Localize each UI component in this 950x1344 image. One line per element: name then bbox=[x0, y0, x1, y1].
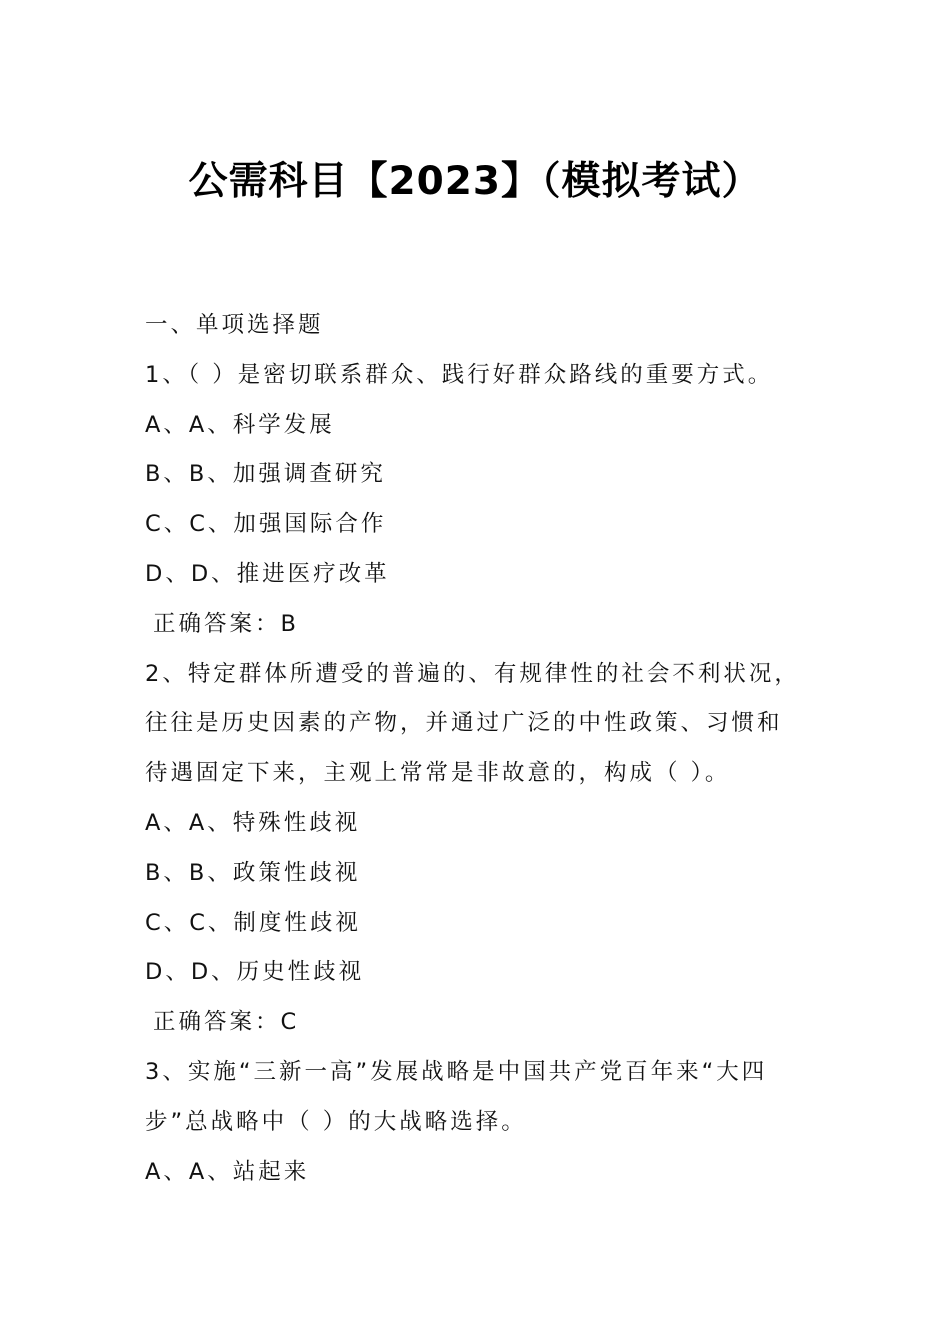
option-a: A、A、特殊性歧视 bbox=[145, 809, 361, 836]
question-stem-line: 步”总战略中（ ）的大战略选择。 bbox=[145, 1108, 527, 1135]
question-stem-line: 3、实施“三新一高”发展战略是中国共产党百年来“大四 bbox=[145, 1058, 768, 1085]
section-heading: 一、单项选择题 bbox=[145, 312, 324, 338]
option-c: C、C、制度性歧视 bbox=[145, 909, 361, 936]
question-stem-line: 待遇固定下来，主观上常常是非故意的，构成（ ）。 bbox=[145, 760, 731, 787]
question-3 bbox=[145, 1048, 815, 1197]
option-b: B、B、加强调查研究 bbox=[145, 461, 386, 488]
document-title: 公需科目【2023】（模拟考试） bbox=[188, 159, 762, 204]
option-d: D、D、历史性歧视 bbox=[145, 959, 365, 986]
option-b: B、B、政策性歧视 bbox=[145, 859, 361, 886]
question-2 bbox=[145, 650, 815, 1048]
question-stem-line: 1、（ ）是密切联系群众、践行好群众路线的重要方式。 bbox=[145, 361, 774, 388]
option-a: A、A、科学发展 bbox=[145, 411, 335, 438]
document-body bbox=[145, 301, 815, 1197]
option-c: C、C、加强国际合作 bbox=[145, 511, 387, 538]
correct-answer: 正确答案：C bbox=[153, 1009, 300, 1036]
question-1 bbox=[145, 351, 815, 650]
question-stem-line: 往往是历史因素的产物，并通过广泛的中性政策、习惯和 bbox=[145, 710, 783, 737]
correct-answer: 正确答案：B bbox=[153, 610, 299, 637]
option-d: D、D、推进医疗改革 bbox=[145, 560, 390, 587]
question-stem-line: 2、特定群体所遭受的普遍的、有规律性的社会不利状况， bbox=[145, 660, 800, 687]
option-a: A、A、站起来 bbox=[145, 1158, 310, 1185]
